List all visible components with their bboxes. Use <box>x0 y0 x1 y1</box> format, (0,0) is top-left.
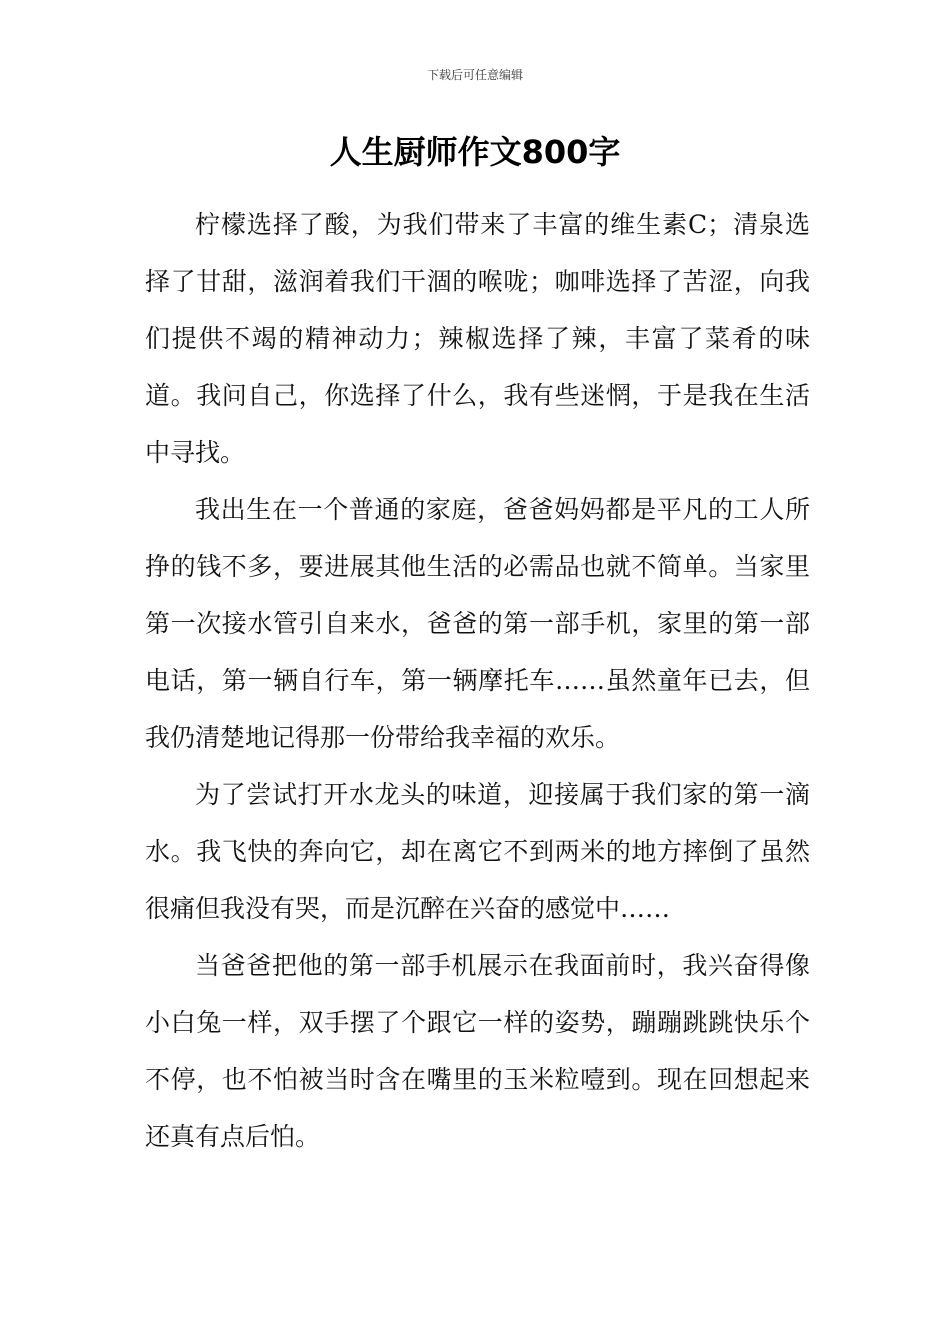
paragraph: 我出生在一个普通的家庭，爸爸妈妈都是平凡的工人所挣的钱不多，要进展其他生活的必需品也就不简单。当家里第一次接水管引自来水，爸爸的第一部手机，家里的第一部电话，第一辆自行车，第一辆摩托车……虽然童年已去，但我仍清楚地记得那一份带给我幸福的欢乐。 <box>145 495 810 752</box>
document-title: 人生厨师作文800字 <box>329 133 621 171</box>
header-note: 下载后可任意编辑 <box>426 68 523 82</box>
paragraph: 为了尝试打开水龙头的味道，迎接属于我们家的第一滴水。我飞快的奔向它，却在离它不到两米的地方摔倒了虽然很痛但我没有哭，而是沉醉在兴奋的感觉中…… <box>145 780 810 923</box>
paragraph: 柠檬选择了酸，为我们带来了丰富的维生素C；清泉选择了甘甜，滋润着我们干涸的喉咙；咖啡选择了苦涩，向我们提供不竭的精神动力；辣椒选择了辣，丰富了菜肴的味道。我问自己，你选择了什么，我有些迷惘，于是我在生活中寻找。 <box>145 210 810 467</box>
paragraph: 当爸爸把他的第一部手机展示在我面前时，我兴奋得像小白兔一样，双手摆了个跟它一样的姿势，蹦蹦跳跳快乐个不停，也不怕被当时含在嘴里的玉米粒噎到。现在回想起来还真有点后怕。 <box>145 951 810 1151</box>
document-body <box>145 196 810 1165</box>
